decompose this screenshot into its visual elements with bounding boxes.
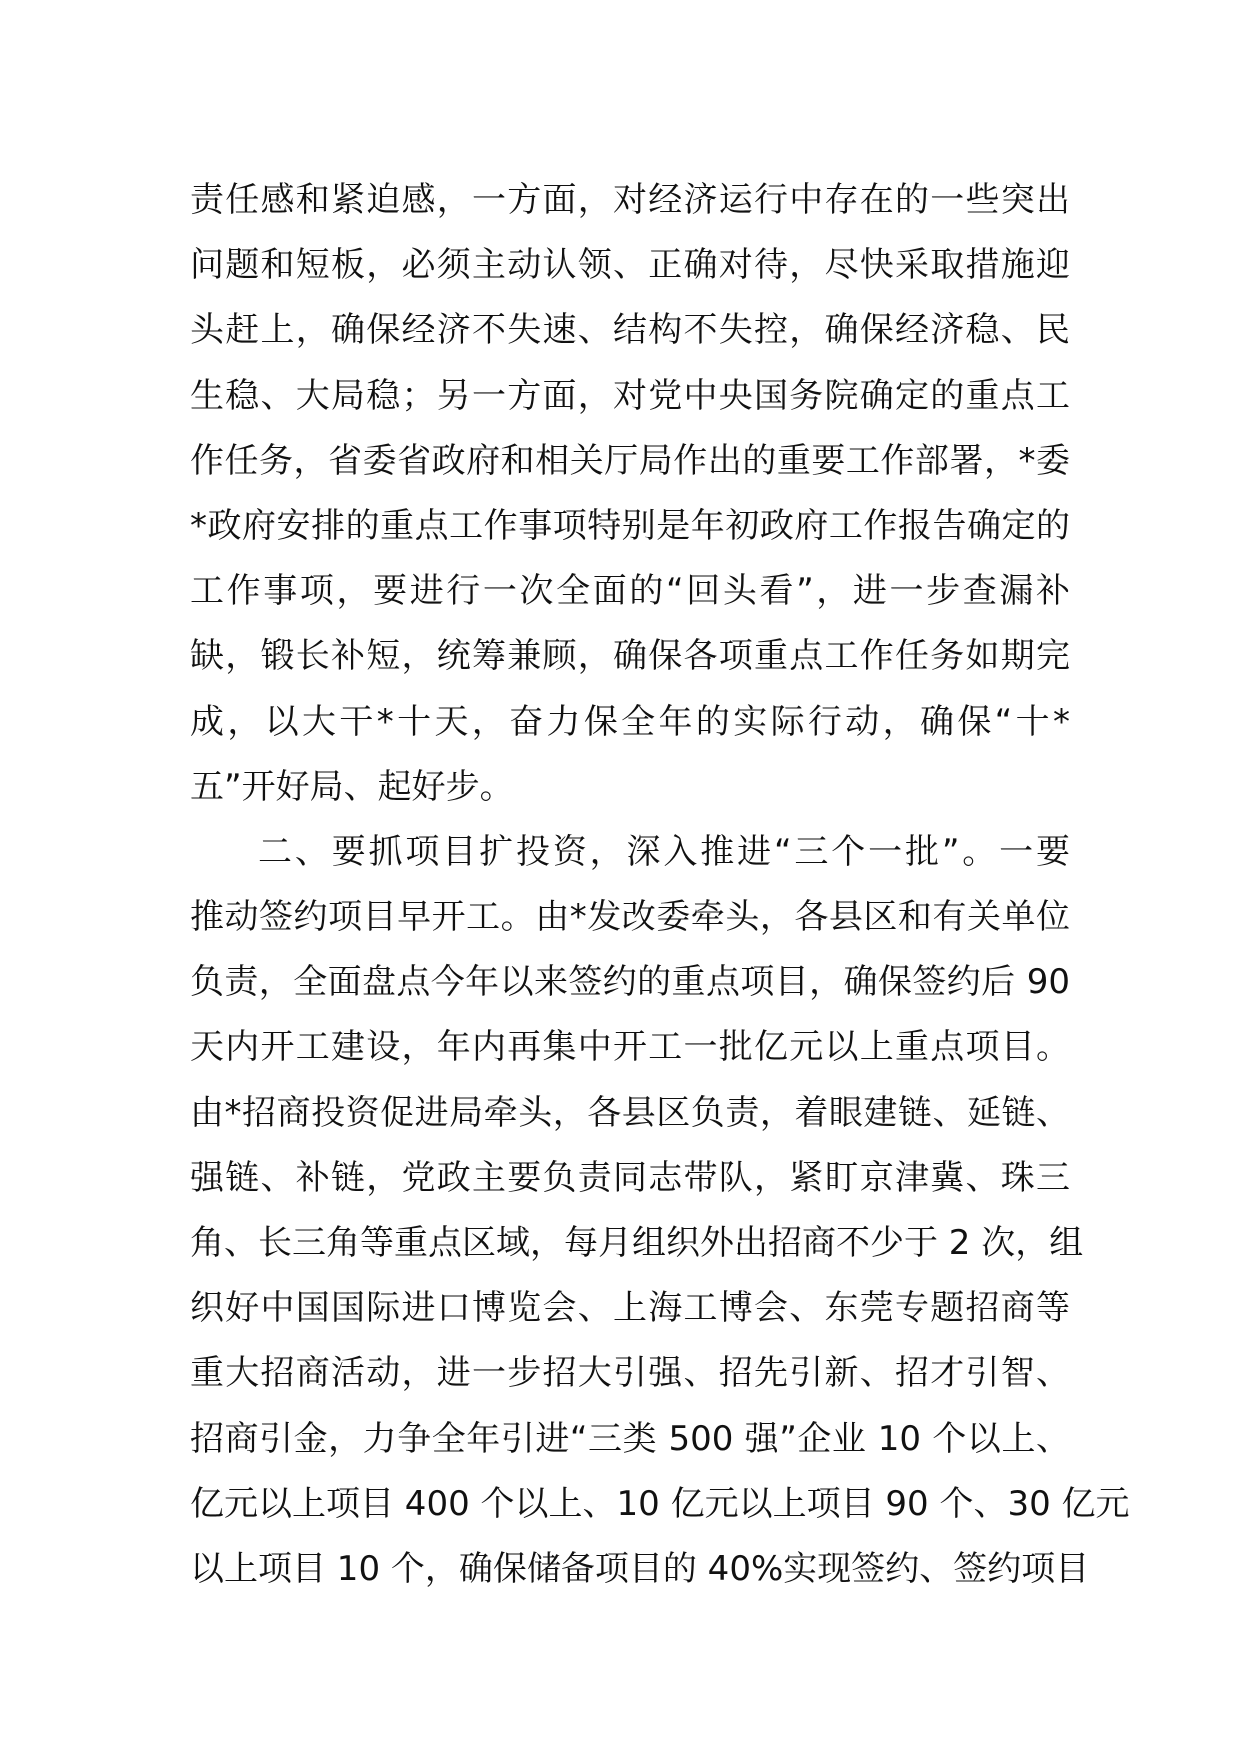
text-line: 织好中国国际进口博览会、上海工博会、东莞专题招商等 <box>190 1288 1070 1329</box>
text-line: 生稳、大局稳；另一方面，对党中央国务院确定的重点工 <box>190 375 1070 416</box>
text-line: 亿元以上项目 400 个以上、10 亿元以上项目 90 个、30 亿元 <box>190 1483 1130 1524</box>
text-line: 头赶上，确保经济不失速、结构不失控，确保经济稳、民 <box>190 310 1070 351</box>
text-line: 五”开好局、起好步。 <box>190 766 514 807</box>
text-line: 以上项目 10 个，确保储备项目的 40%实现签约、签约项目 <box>190 1548 1090 1589</box>
text-line: 强链、补链，党政主要负责同志带队，紧盯京津冀、珠三 <box>190 1157 1070 1198</box>
text-line: 问题和短板，必须主动认领、正确对待，尽快采取措施迎 <box>190 245 1070 286</box>
text-line: 角、长三角等重点区域，每月组织外出招商不少于 2 次，组 <box>190 1223 1084 1263</box>
text-line: 推动签约项目早开工。由*发改委牵头，各县区和有关单位 <box>190 897 1070 938</box>
text-line: 作任务，省委省政府和相关厅局作出的重要工作部署，*委 <box>190 440 1070 481</box>
text-line: 重大招商活动，进一步招大引强、招先引新、招才引智、 <box>190 1353 1070 1394</box>
section-heading-line: 二、要抓项目扩投资，深入推进“三个一批”。一要 <box>258 831 1070 872</box>
text-line: 工作事项，要进行一次全面的“回头看”，进一步查漏补 <box>190 571 1070 612</box>
text-line: *政府安排的重点工作事项特别是年初政府工作报告确定的 <box>190 505 1070 546</box>
text-line: 缺，锻长补短，统筹兼顾，确保各项重点工作任务如期完 <box>190 636 1070 677</box>
text-line: 招商引金，力争全年引进“三类 500 强”企业 10 个以上、 <box>190 1418 1070 1459</box>
text-line: 天内开工建设，年内再集中开工一批亿元以上重点项目。 <box>190 1027 1070 1068</box>
text-line: 负责，全面盘点今年以来签约的重点项目，确保签约后 90 <box>190 962 1070 1003</box>
text-line: 责任感和紧迫感，一方面，对经济运行中存在的一些突出 <box>190 180 1070 220</box>
text-line: 成，以大干*十天，奋力保全年的实际行动，确保“十* <box>190 701 1070 742</box>
body-text <box>190 168 1130 1602</box>
text-line: 由*招商投资促进局牵头，各县区负责，着眼建链、延链、 <box>190 1092 1070 1133</box>
